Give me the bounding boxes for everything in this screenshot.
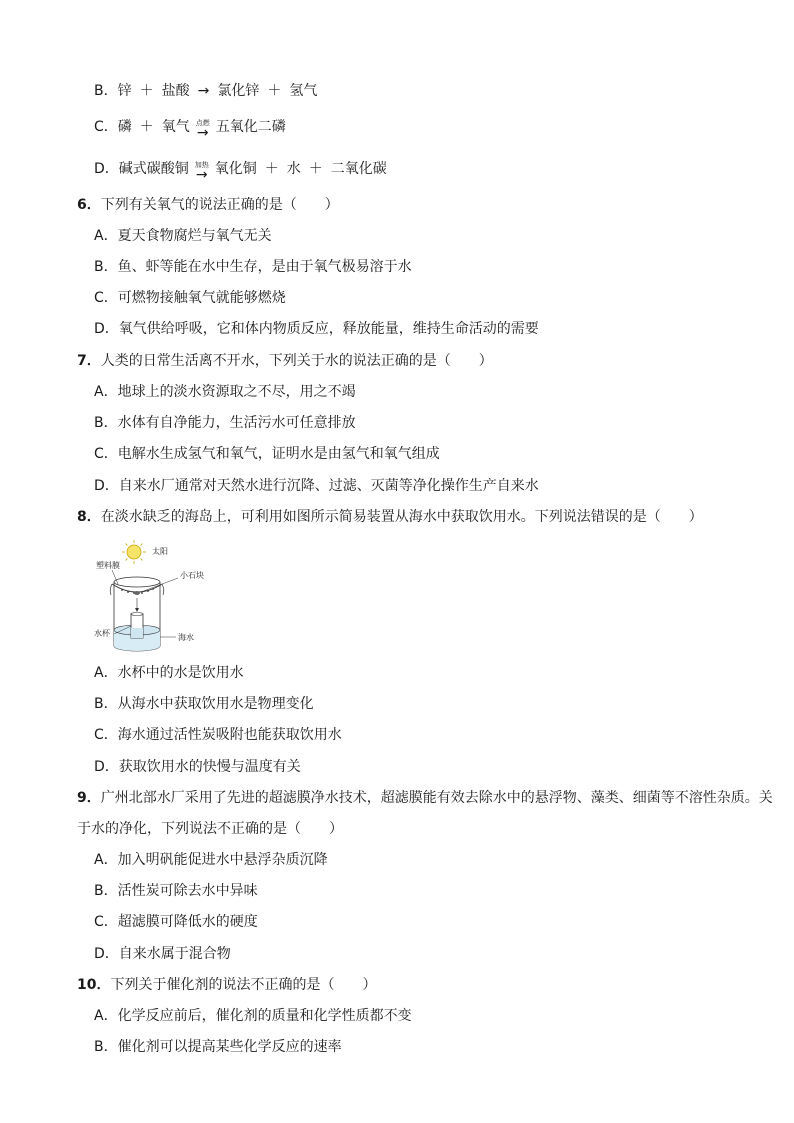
q7-option-c: C．电解水生成氢气和氧气，证明水是由氢气和氧气组成 xyxy=(94,446,440,462)
q8-option-c: C．海水通过活性炭吸附也能获取饮用水 xyxy=(94,727,342,743)
q5-option-d: D． 碱式碳酸铜 加热 → 氧化铜 ＋ 水 ＋ 二氧化碳 xyxy=(94,161,387,183)
q10-option-b: B．催化剂可以提高某些化学反应的速率 xyxy=(94,1039,342,1055)
small-stone xyxy=(134,591,140,595)
q5-option-c: C． 磷 ＋ 氧气 点燃 → 五氧化二磷 xyxy=(94,119,286,141)
q8-option-d: D．获取饮用水的快慢与温度有关 xyxy=(94,759,301,775)
q8-option-b: B．从海水中获取饮用水是物理变化 xyxy=(94,696,314,712)
q9-option-d: D．自来水属于混合物 xyxy=(94,946,231,962)
q10-option-a: A．化学反应前后，催化剂的质量和化学性质都不变 xyxy=(94,1008,412,1024)
question-9-stem: 9．广州北部水厂采用了先进的超滤膜净水技术，超滤膜能有效去除水中的悬浮物、藻类、细菌等不溶性杂质。关于水的净化，下列说法不正确的是（ ） xyxy=(77,790,773,837)
sea-water-distillation-diagram xyxy=(92,540,222,655)
label-cup: 水杯 xyxy=(94,629,110,638)
q7-option-d: D．自来水厂通常对天然水进行沉降、过滤、灭菌等净化操作生产自来水 xyxy=(94,478,539,494)
label-film: 塑料膜 xyxy=(96,561,120,570)
question-8-stem: 8．在淡水缺乏的海岛上，可利用如图所示简易装置从海水中获取饮用水。下列说法错误的是（ ） xyxy=(77,509,703,525)
label-sun: 太阳 xyxy=(152,547,168,556)
q5-option-b: B． 锌 ＋ 盐酸 → 氯化锌 ＋ 氢气 xyxy=(94,83,318,99)
reaction-condition-arrow: 加热 → xyxy=(194,161,209,183)
q8-option-a: A．水杯中的水是饮用水 xyxy=(94,665,244,681)
q9-option-b: B．活性炭可除去水中异味 xyxy=(94,883,258,899)
water-cup xyxy=(131,613,143,639)
q6-option-d: D．氧气供给呼吸，它和体内物质反应，释放能量，维持生命活动的需要 xyxy=(94,321,539,337)
q9-option-a: A．加入明矾能促进水中悬浮杂质沉降 xyxy=(94,852,328,868)
q6-option-a: A．夏天食物腐烂与氧气无关 xyxy=(94,228,272,244)
q9-option-c: C．超滤膜可降低水的硬度 xyxy=(94,914,258,930)
question-10-stem: 10．下列关于催化剂的说法不正确的是（ ） xyxy=(77,977,377,993)
label-stone: 小石块 xyxy=(180,571,204,580)
q6-option-b: B．鱼、虾等能在水中生存，是由于氧气极易溶于水 xyxy=(94,259,412,275)
q6-option-c: C．可燃物接触氧气就能够燃烧 xyxy=(94,290,286,306)
label-seawater: 海水 xyxy=(178,633,194,642)
question-6-stem: 6．下列有关氧气的说法正确的是（ ） xyxy=(77,197,339,213)
question-7-stem: 7．人类的日常生活离不开水，下列关于水的说法正确的是（ ） xyxy=(77,353,493,369)
q7-option-a: A．地球上的淡水资源取之不尽，用之不竭 xyxy=(94,384,356,400)
q7-option-b: B．水体有自净能力，生活污水可任意排放 xyxy=(94,415,356,431)
reaction-condition-arrow: 点燃 → xyxy=(195,119,210,141)
sun-icon xyxy=(122,540,146,564)
